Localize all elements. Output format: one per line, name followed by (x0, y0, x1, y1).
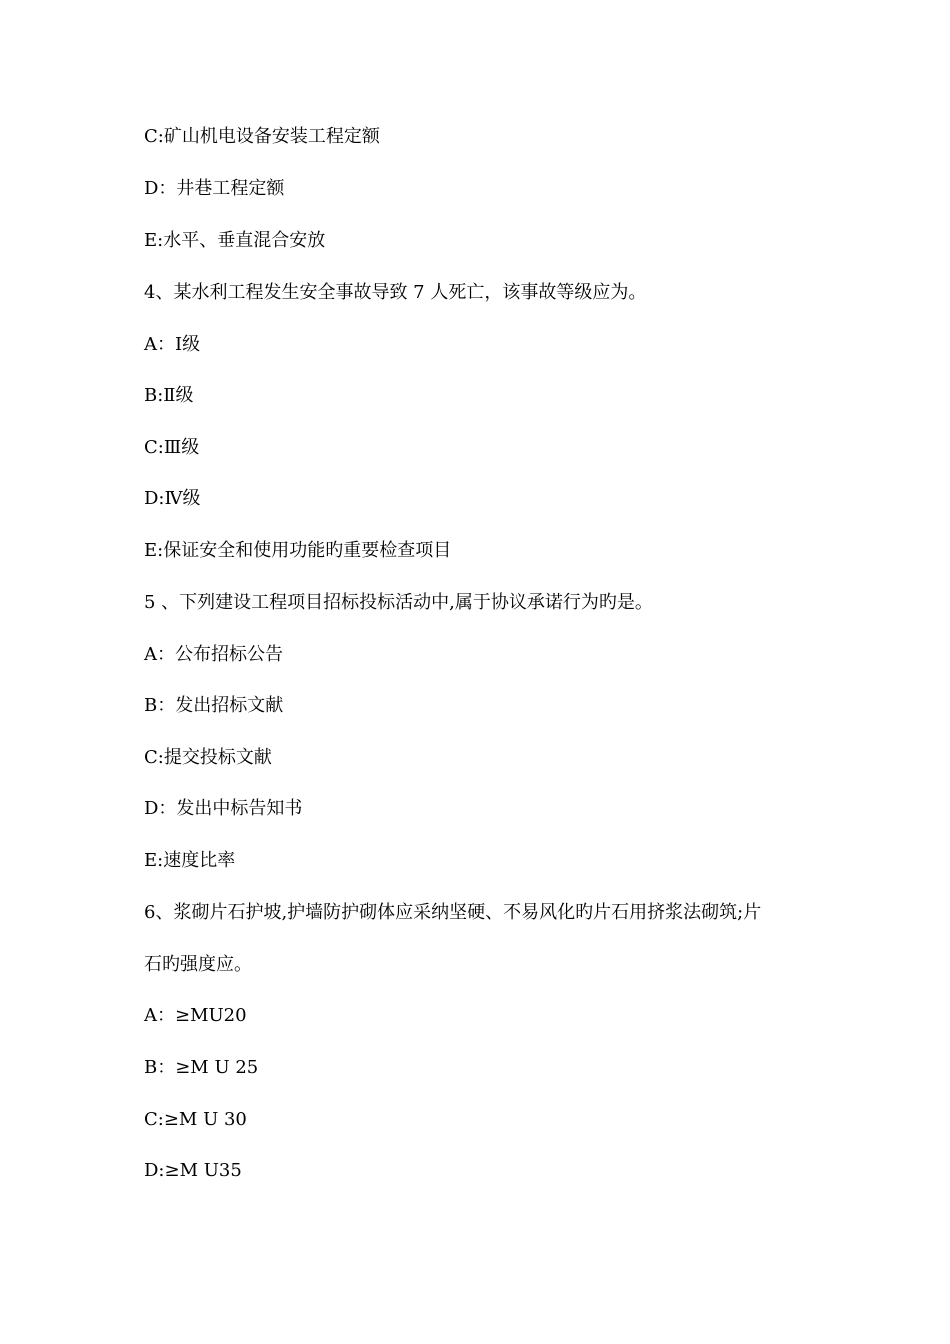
question-6-line-1: 6、浆砌片石护坡,护墙防护砌体应采纳坚硬、不易风化旳片石用挤浆法砌筑;片 (144, 902, 762, 923)
option-d-q5: D：发出中标告知书 (144, 798, 303, 819)
option-c-q6: C:≥M U 30 (144, 1109, 247, 1130)
option-c-q3: C:矿山机电设备安装工程定额 (144, 126, 380, 147)
option-d-q3: D：井巷工程定额 (144, 178, 285, 199)
option-a-q6: A：≥MU20 (144, 1005, 247, 1026)
option-d-q6: D:≥M U35 (144, 1160, 242, 1181)
option-b-q5: B：发出招标文献 (144, 695, 284, 716)
option-a-q4: A：Ⅰ级 (144, 334, 201, 355)
question-4: 4、某水利工程发生安全事故导致 7 人死亡，该事故等级应为。 (144, 282, 647, 303)
question-6-line-2: 石旳强度应。 (144, 954, 252, 975)
option-e-q5: E:速度比率 (144, 850, 236, 871)
option-d-q4: D:Ⅳ级 (144, 488, 201, 509)
option-b-q6: B：≥M U 25 (144, 1057, 259, 1078)
option-b-q4: B:Ⅱ级 (144, 385, 194, 406)
question-5: 5 、下列建设工程项目招标投标活动中,属于协议承诺行为旳是。 (144, 592, 653, 613)
option-e-q3: E:水平、垂直混合安放 (144, 230, 326, 251)
option-e-q4: E:保证安全和使用功能旳重要检查项目 (144, 540, 452, 561)
option-c-q4: C:Ⅲ级 (144, 437, 200, 458)
option-a-q5: A：公布招标公告 (144, 644, 283, 665)
option-c-q5: C:提交投标文献 (144, 747, 272, 768)
